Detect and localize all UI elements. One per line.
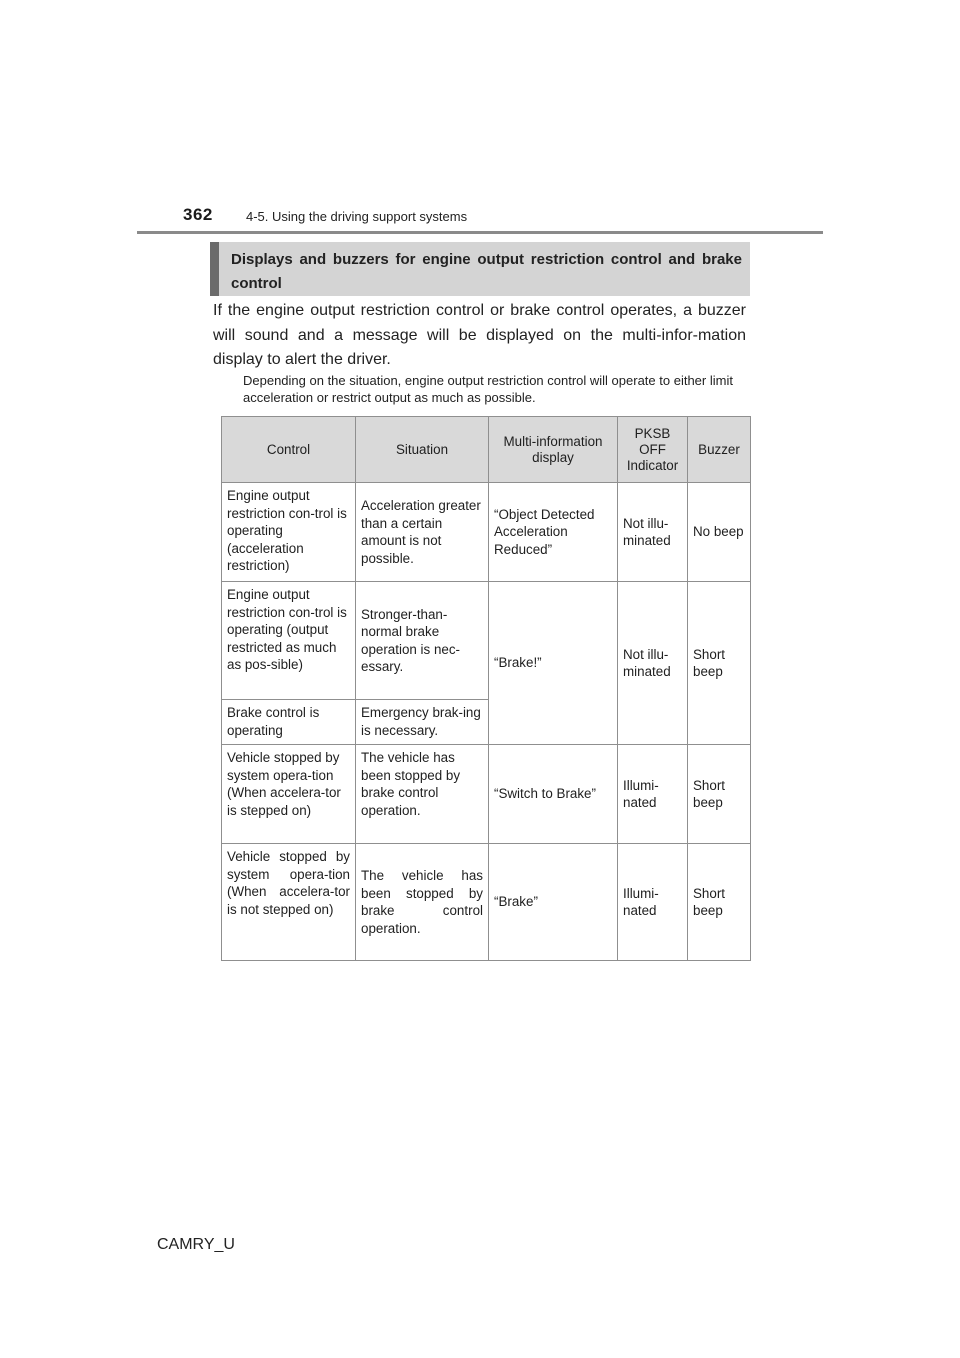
note-paragraph: Depending on the situation, engine output restriction control will operate to either limit acceleration or restrict output as much as possible. — [243, 373, 733, 405]
header-rule — [137, 231, 823, 234]
header-display: Multi-information display — [489, 417, 618, 483]
cell-situation: Emergency brak-ing is necessary. — [356, 700, 489, 745]
cell-buzzer: Short beep — [688, 745, 751, 844]
table-row — [222, 745, 751, 844]
cell-situation: The vehicle has been stopped by brake control operation. — [356, 844, 489, 961]
header-situation: Situation — [356, 417, 489, 483]
table-row — [222, 483, 751, 582]
cell-control: Vehicle stopped by system opera-tion (When accelera-tor is not stepped on) — [222, 844, 356, 961]
cell-situation: Stronger-than-normal brake operation is nec-essary. — [356, 582, 489, 700]
cell-display: “Brake!” — [489, 582, 618, 745]
cell-indicator: Illumi-nated — [618, 844, 688, 961]
cell-indicator: Not illu-minated — [618, 582, 688, 745]
cell-situation: The vehicle has been stopped by brake control operation. — [356, 745, 489, 844]
cell-control: Brake control is operating — [222, 700, 356, 745]
cell-indicator: Not illu-minated — [618, 483, 688, 582]
cell-buzzer: No beep — [688, 483, 751, 582]
cell-situation: Acceleration greater than a certain amount is not possible. — [356, 483, 489, 582]
cell-display: “Object Detected Acceleration Reduced” — [489, 483, 618, 582]
header-control: Control — [222, 417, 356, 483]
table-row — [222, 844, 751, 961]
cell-control: Vehicle stopped by system opera-tion (When accelera-tor is stepped on) — [222, 745, 356, 844]
header-buzzer: Buzzer — [688, 417, 751, 483]
cell-buzzer: Short beep — [688, 844, 751, 961]
table-row — [222, 582, 751, 700]
section-title: Displays and buzzers for engine output restriction control and brake control — [210, 242, 750, 296]
cell-control: Engine output restriction con-trol is operating (acceleration restriction) — [222, 483, 356, 582]
control-table — [221, 416, 751, 961]
cell-indicator: Illumi-nated — [618, 745, 688, 844]
page-number: 362 — [183, 205, 213, 224]
cell-control: Engine output restriction con-trol is operating (output restricted as much as pos-sible) — [222, 582, 356, 700]
table-header-row — [222, 417, 751, 483]
cell-display: “Brake” — [489, 844, 618, 961]
footer-model-code: CAMRY_U — [157, 1236, 235, 1253]
intro-paragraph: If the engine output restriction control or brake control operates, a buzzer will sound and a message will be displayed on the multi-infor-mation display to alert the driver. — [213, 302, 746, 368]
cell-display: “Switch to Brake” — [489, 745, 618, 844]
cell-buzzer: Short beep — [688, 582, 751, 745]
running-head: 4-5. Using the driving support systems — [246, 209, 468, 224]
header-indicator: PKSB OFF Indicator — [618, 417, 688, 483]
